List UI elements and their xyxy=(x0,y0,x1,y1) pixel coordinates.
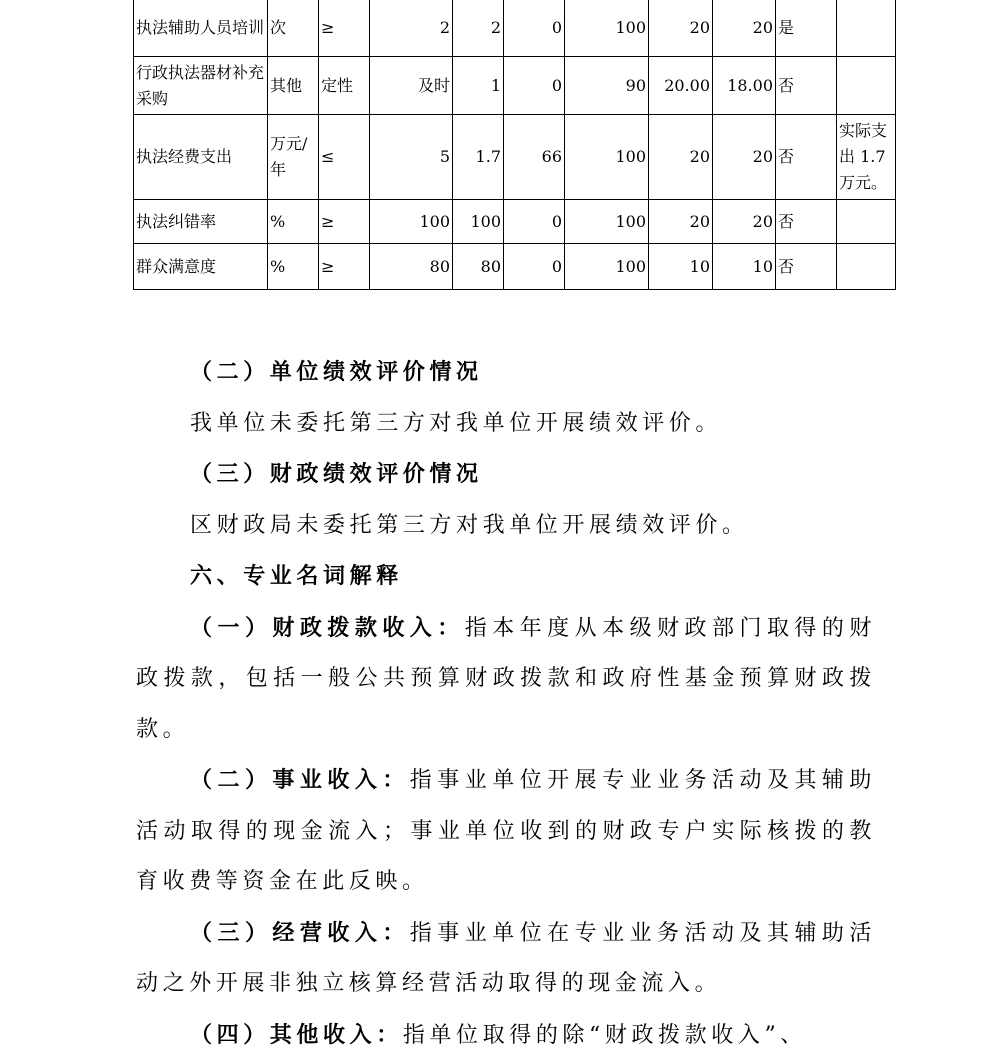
table-cell: 20 xyxy=(713,200,776,244)
table-cell: 20.00 xyxy=(649,57,713,115)
paragraph-heading: （二）事业收入： xyxy=(190,767,410,793)
table-cell: 否 xyxy=(776,57,837,115)
paragraph-heading: （一）财政拨款收入： xyxy=(190,615,465,641)
paragraph xyxy=(136,449,876,501)
table-cell: 20 xyxy=(713,115,776,200)
performance-table xyxy=(133,0,896,290)
table-cell: 90 xyxy=(565,57,649,115)
table-cell: 10 xyxy=(649,244,713,290)
paragraph-heading: （二）单位绩效评价情况 xyxy=(190,359,483,385)
table-cell: 100 xyxy=(453,200,504,244)
table-cell: ≤ xyxy=(319,115,370,200)
paragraph-heading: （三）经营收入： xyxy=(190,920,410,946)
table-cell: 20 xyxy=(649,0,713,57)
table-cell: 是 xyxy=(776,0,837,57)
table-cell: 5 xyxy=(370,115,453,200)
table-row xyxy=(134,0,896,57)
table-cell: 执法经费支出 xyxy=(134,115,268,200)
paragraph xyxy=(136,908,876,1010)
paragraph xyxy=(136,399,876,450)
table-cell: 执法辅助人员培训 xyxy=(134,0,268,57)
table-row xyxy=(134,244,896,290)
table-cell: 0 xyxy=(504,0,565,57)
table-cell: 1 xyxy=(453,57,504,115)
table-cell: ≥ xyxy=(319,0,370,57)
paragraph-heading: 六、专业名词解释 xyxy=(190,563,403,589)
paragraph xyxy=(136,603,876,756)
table-cell: 否 xyxy=(776,244,837,290)
paragraph-heading: （四）其他收入： xyxy=(190,1022,403,1048)
paragraph-text: 区财政局未委托第三方对我单位开展绩效评价。 xyxy=(190,513,749,538)
table-cell: 100 xyxy=(370,200,453,244)
table-cell: 1.7 xyxy=(453,115,504,200)
table-cell xyxy=(837,0,896,57)
table-cell xyxy=(837,57,896,115)
paragraph xyxy=(136,551,876,603)
table-cell: 次 xyxy=(268,0,319,57)
table-cell: 0 xyxy=(504,57,565,115)
document-body xyxy=(136,347,876,1061)
table-cell: 100 xyxy=(565,244,649,290)
paragraph xyxy=(136,501,876,552)
table-cell: 及时 xyxy=(370,57,453,115)
paragraph-text: 指单位取得的除“财政拨款收入”、 xyxy=(403,1023,807,1048)
table-cell: 20 xyxy=(713,0,776,57)
table-cell: 万元/年 xyxy=(268,115,319,200)
table-cell: 定性 xyxy=(319,57,370,115)
table-cell: 100 xyxy=(565,0,649,57)
table-cell: 群众满意度 xyxy=(134,244,268,290)
table-cell: 20 xyxy=(649,200,713,244)
table-row xyxy=(134,200,896,244)
table-cell: ≥ xyxy=(319,244,370,290)
table-cell: 0 xyxy=(504,200,565,244)
paragraph-text: 我单位未委托第三方对我单位开展绩效评价。 xyxy=(190,411,722,436)
paragraph xyxy=(136,347,876,399)
table-cell: 0 xyxy=(504,244,565,290)
table-cell: 2 xyxy=(453,0,504,57)
paragraph-text: 指事业单位开展专业业务活动及其辅助活动取得的现金流入；事业单位收到的财政专户实际核拨的教育收费等资金在此反映。 xyxy=(136,768,876,894)
paragraph-text: 指本年度从本级财政部门取得的财政拨款，包括一般公共预算财政拨款和政府性基金预算财政拨款。 xyxy=(136,616,876,742)
table-cell: 66 xyxy=(504,115,565,200)
paragraph-text: 指事业单位在专业业务活动及其辅助活动之外开展非独立核算经营活动取得的现金流入。 xyxy=(136,921,876,997)
table-cell: % xyxy=(268,244,319,290)
table-cell: 80 xyxy=(453,244,504,290)
table-cell: 实际支出 1.7 万元。 xyxy=(837,115,896,200)
table-cell: 80 xyxy=(370,244,453,290)
table-row xyxy=(134,115,896,200)
table-cell: 2 xyxy=(370,0,453,57)
table-cell: 其他 xyxy=(268,57,319,115)
table-cell: ≥ xyxy=(319,200,370,244)
table-cell: 10 xyxy=(713,244,776,290)
table-cell: 18.00 xyxy=(713,57,776,115)
paragraph xyxy=(136,1010,876,1061)
table-cell: 100 xyxy=(565,200,649,244)
paragraph-heading: （三）财政绩效评价情况 xyxy=(190,461,483,487)
table-cell: 执法纠错率 xyxy=(134,200,268,244)
table-cell xyxy=(837,244,896,290)
table-cell: % xyxy=(268,200,319,244)
table-cell xyxy=(837,200,896,244)
paragraph xyxy=(136,755,876,908)
table-cell: 否 xyxy=(776,115,837,200)
table-cell: 20 xyxy=(649,115,713,200)
table-cell: 否 xyxy=(776,200,837,244)
table-cell: 100 xyxy=(565,115,649,200)
table-row xyxy=(134,57,896,115)
table-cell: 行政执法器材补充采购 xyxy=(134,57,268,115)
